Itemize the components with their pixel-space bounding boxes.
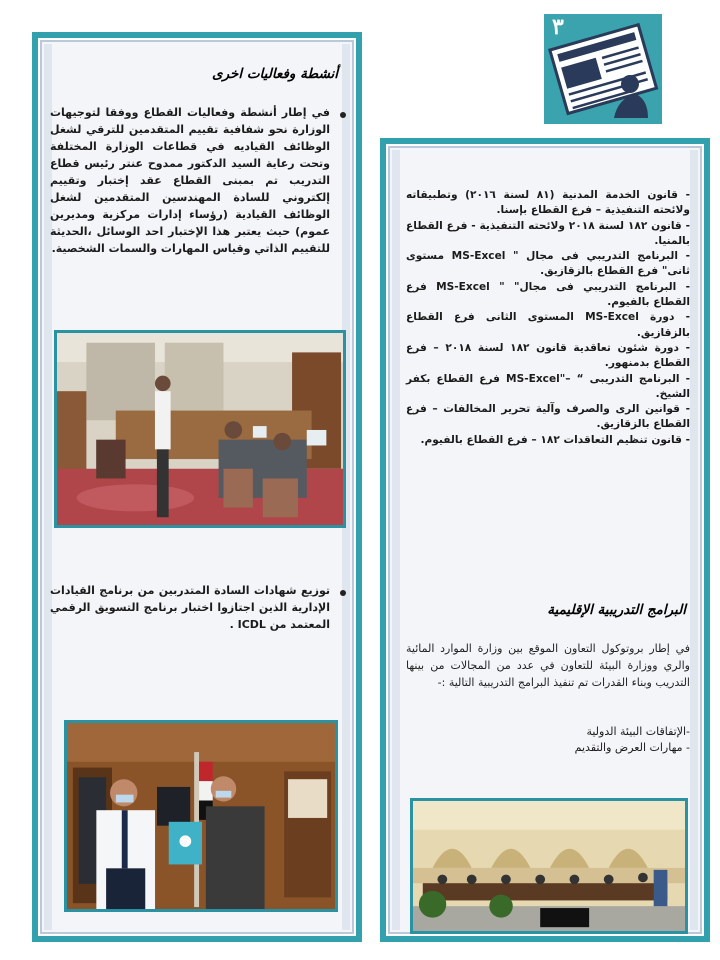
course-item: - قانون الخدمة المدنية (٨١ لسنة ٢٠١٦) وتطبيقاته ولائحته التنفيذية – فرع القطاع بإسنا.	[406, 189, 690, 217]
section-title-other-activities: أنشطة وفعاليات اخرى	[212, 66, 338, 82]
activities-paragraph: في إطار أنشطة وفعاليات القطاع ووفقا لتوجيهات الوزارة نحو شفافية تقييم المتقدمين للترقي لشغل الوظائف القياديه في قطاعات الوزارة المختلفة وتحت رعاية السيد الدكتور ممدوح عنتر رئيس قطاع التدريب تم بمبنى القطاع عقد إختبار وتقييم إلكتروني للسادة المهندسين المتقدمين لشغل الوظائف القيادية (رؤساء إدارات مركزية ومديرين عموم) حيث يعتبر هذا الإختبار احد الوسائل ،الحديثة للتقييم الذاتي وقياس المهارات والسمات الشخصية.	[50, 106, 330, 255]
badge-number: ٣	[552, 14, 564, 40]
course-item: - قوانين الرى والصرف وآلية تحرير المخالفات – فرع القطاع بالزقازيق.	[406, 403, 690, 431]
course-item: - قانون ١٨٢ لسنة ٢٠١٨ ولائحته التنفيذية - فرع القطاع بالمنيا.	[406, 219, 691, 247]
course-item: - دورة شئون تعاقدية قانون ١٨٢ لسنة ٢٠١٨ – فرع القطاع بدمنهور.	[406, 341, 691, 370]
courses-list	[406, 188, 690, 448]
course-item: - البرنامج التدريبى “ –"MS-Excel فرع القطاع بكفر الشيخ.	[406, 372, 691, 400]
course-item: - دورة MS-Excel المستوى الثانى فرع القطاع بالزقازيق.	[406, 311, 690, 339]
course-item: - البرنامج التدريبي فى مجال " MS-Excel مستوى ثانى" فرع القطاع بالزقازيق.	[406, 250, 690, 278]
left-panel	[32, 32, 362, 942]
course-item: - قانون تنظيم التعاقدات ١٨٢ – فرع القطاع بالفيوم.	[420, 433, 690, 446]
certificate-photo	[64, 720, 338, 912]
bullet	[340, 590, 346, 596]
regional-programs-list	[406, 724, 690, 756]
program-item: -الإتفاقات البيئة الدولية	[586, 725, 690, 738]
right-panel	[380, 138, 710, 942]
bullet	[340, 112, 346, 118]
exam-room-photo	[54, 330, 346, 528]
panel-strip	[392, 150, 400, 930]
certificates-paragraph: توزيع شهادات السادة المتدربين من برنامج القيادات الإدارية الذين اجتازوا اختبار برنامج التسويق الرقمي المعتمد من ICDL .	[50, 584, 330, 631]
newspaper-badge	[544, 14, 662, 124]
course-item: - البرنامج التدريبي فى مجال" " MS-Excel فرع القطاع بالفيوم.	[406, 280, 690, 309]
regional-intro: في إطار بروتوكول التعاون الموقع بين وزارة الموارد المائية والري ووزارة البيئة للتعاون في عدد من المجالات من بينها التدريب وبناء القدرات تم تنفيذ البرامج التدريبية التالية :-	[406, 642, 690, 689]
section-title-regional-programs: البرامج التدريبية الإقليمية	[547, 602, 686, 618]
panel-strip	[690, 150, 698, 930]
meeting-hall-photo	[410, 798, 688, 934]
program-item: - مهارات العرض والتقديم	[574, 741, 690, 754]
